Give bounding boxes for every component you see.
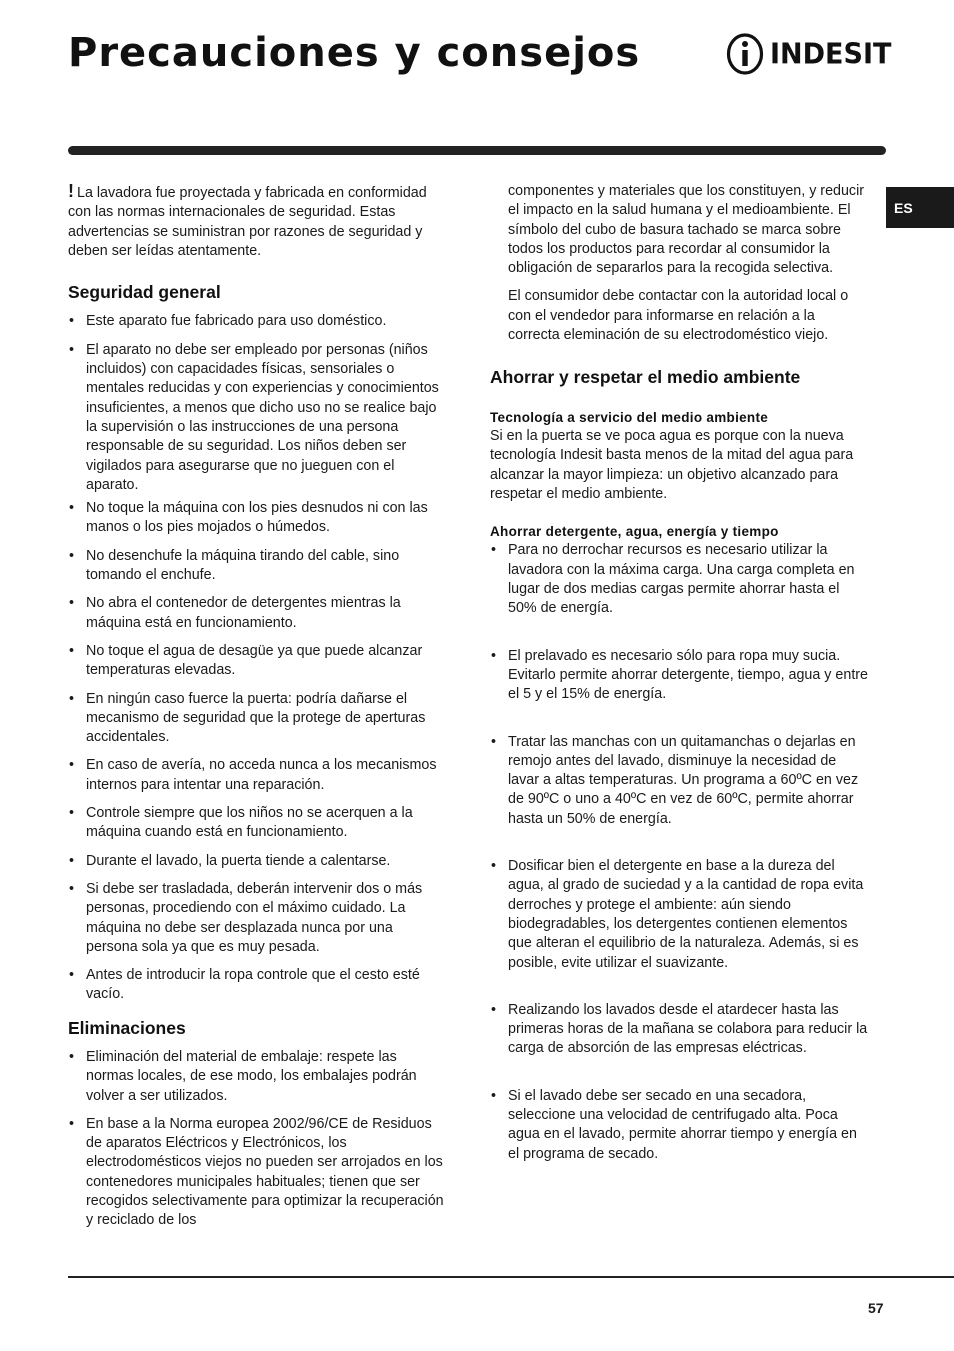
- list-item: • El prelavado es necesario sólo para ropa muy sucia. Evitarlo permite ahorrar detergente, tiempo, agua y entre el 5 y el 15% de energía.: [490, 647, 868, 705]
- indesit-i-icon: [726, 33, 764, 75]
- list-item: • Si el lavado debe ser secado en una secadora, seleccione una velocidad de centrifugado alta. Poca agua en el lavado, permite ahorrar tiempo y energía en el programa de secado.: [490, 1087, 868, 1164]
- list-item: • En caso de avería, no acceda nunca a los mecanismos internos para intentar una reparación.: [68, 756, 444, 795]
- list-item: • No desenchufe la máquina tirando del cable, sino tomando el enchufe.: [68, 547, 444, 586]
- subheading-tecnologia: Tecnología a servicio del medio ambiente: [490, 409, 769, 425]
- list-item: • No abra el contenedor de detergentes mientras la máquina está en funcionamiento.: [68, 594, 444, 633]
- list-item: • El aparato no debe ser empleado por personas (niños incluidos) con capacidades físicas, sensoriales o mentales reducidas y con experiencias y conocimientos insuficientes, a menos que dicho uso no se realice bajo la supervisión o las instrucciones de una persona responsable de su seguridad. Los niños deben ser vigilados para asegurarse que no jueguen con el aparato.: [68, 341, 444, 495]
- warning-mark: !: [68, 181, 74, 201]
- intro-text: La lavadora fue proyectada y fabricada en conformidad con las normas internacionales de seguridad. Estas advertencias se suministran por razones de seguridad y deben ser leídas atentamente.: [68, 185, 427, 259]
- brand-logo: [726, 32, 891, 76]
- eliminaciones-list: [68, 1048, 444, 1231]
- list-item: • Tratar las manchas con un quitamanchas o dejarlas en remojo antes del lavado, disminuye la necesidad de lavar a altas temperaturas. Un programa a 60ºC en vez de 90ºC o uno a 40ºC en vez de 60ºC, permite ahorrar hasta un 50% de energía.: [490, 733, 868, 829]
- list-item: • Dosificar bien el detergente en base a la dureza del agua, al grado de suciedad y a la cantidad de ropa evita derroches y protege el ambiente: aún siendo biodegradables, los detergentes contienen elementos que alteran el equilibrio de la naturaleza. Además, si es posible, evite utilizar el suavizante.: [490, 857, 868, 973]
- subheading-ahorrar-detergente: Ahorrar detergente, agua, energía y tiempo: [490, 524, 779, 540]
- eliminaciones-consumer-note: El consumidor debe contactar con la autoridad local o con el vendedor para informarse en relación a la correcta eleminación de su electrodoméstico viejo.: [508, 288, 849, 344]
- page-number: 57: [868, 1300, 884, 1316]
- ahorrar-list: [490, 541, 868, 1163]
- list-item: • No toque el agua de desagüe ya que puede alcanzar temperaturas elevadas.: [68, 642, 444, 681]
- heading-eliminaciones: Eliminaciones: [68, 1017, 186, 1038]
- list-item: • Para no derrochar recursos es necesario utilizar la lavadora con la máxima carga. Una carga completa en lugar de dos medias cargas permite ahorrar hasta el 50% de energía.: [490, 541, 868, 618]
- list-item: • Antes de introducir la ropa controle que el cesto esté vacío.: [68, 966, 444, 1005]
- heading-ahorrar: Ahorrar y respetar el medio ambiente: [490, 367, 801, 388]
- footer-divider: [68, 1276, 954, 1278]
- heading-seguridad-general: Seguridad general: [68, 282, 221, 303]
- list-item: • Si debe ser trasladada, deberán intervenir dos o más personas, procediendo con el máximo cuidado. La máquina no debe ser desplazada nunca por una persona sola ya que es muy pesada.: [68, 880, 444, 957]
- list-item: • Este aparato fue fabricado para uso doméstico.: [68, 312, 444, 331]
- tecnologia-text: Si en la puerta se ve poca agua es porque con la nueva tecnología Indesit basta menos de la mitad del agua para alcanzar la mayor limpieza: un objetivo alcanzado para respetar el medio ambiente.: [490, 427, 854, 502]
- list-item: • No toque la máquina con los pies desnudos ni con las manos o los pies mojados o húmedos.: [68, 499, 444, 538]
- right-column: [490, 182, 868, 1192]
- brand-wordmark: INDESIT: [770, 37, 892, 71]
- list-item: • En base a la Norma europea 2002/96/CE de Residuos de aparatos Eléctricos y Electrónicos, los electrodomésticos viejos no pueden ser arrojados en los contenedores municipales habituales; tienen que ser recogidos selectivamente para optimizar la recuperación y reciclado de los: [68, 1115, 444, 1231]
- page-title: Precauciones y consejos: [68, 30, 641, 76]
- header-divider: [68, 146, 886, 155]
- list-item: • En ningún caso fuerce la puerta: podría dañarse el mecanismo de seguridad que la protege de aperturas accidentales.: [68, 690, 444, 748]
- list-item: • Controle siempre que los niños no se acerquen a la máquina cuando está en funcionamiento.: [68, 804, 444, 843]
- language-tab: ES: [886, 187, 954, 228]
- seguridad-general-list: [68, 312, 444, 1004]
- intro-paragraph: [68, 182, 444, 261]
- list-item: • Eliminación del material de embalaje: respete las normas locales, de ese modo, los embalajes podrán volver a ser utilizados.: [68, 1048, 444, 1106]
- left-column: [68, 182, 444, 1240]
- list-item: • Durante el lavado, la puerta tiende a calentarse.: [68, 852, 444, 871]
- eliminaciones-continuation: componentes y materiales que los constituyen, y reducir el impacto en la salud humana y el medioambiente. El símbolo del cubo de basura tachado se marca sobre todos los productos para recordar al consumidor la obligación de separarlos para la recogida selectiva.: [508, 183, 865, 277]
- list-item: • Realizando los lavados desde el atardecer hasta las primeras horas de la mañana se colabora para reducir la carga de absorción de las empresas eléctricas.: [490, 1001, 868, 1059]
